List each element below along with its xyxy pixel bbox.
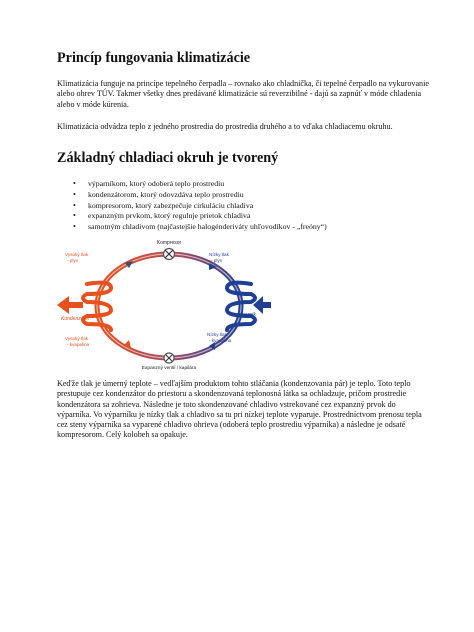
component-list: [73, 179, 423, 233]
section-heading: Základný chladiaci okruh je tvorený: [57, 150, 279, 166]
expansion-valve-icon: [164, 353, 174, 363]
list-item: • kondenzátorom, ktorý odovzdáva teplo prostrediu: [73, 190, 423, 201]
heat-out-arrow: [57, 296, 83, 314]
list-item: • kompresorom, ktorý zabezpečuje cirkuláciu chladiva: [73, 201, 423, 212]
condenser-label: Kondenzátor: [61, 316, 90, 322]
high-pressure-gas-label: Vysoký tlak - plyn: [65, 252, 89, 263]
compressor-icon: [164, 249, 175, 260]
cycle-description-paragraph: Keďže tlak je úmerný teplote – vedľajším produktom tohto stláčania (kondenzovania pár) je teplo. Toto teplo prestupuje cez kondenzátor do priestoru a skondenzovaná teplonosná látka sa ochladzuje, pričom prostredie kondenzátora sa zohrieva. Následne je toto skondenzované chladivo vstrekované cez expanzný prvok do výparníka. Vo výparníku je nízky tlak a chladivo sa tu pri nízkej teplote vyparuje. Prostredníctvom prenosu tepla cez steny výparníka sa vyparené chladivo ohrieva (odoberá teplo prostrediu výparníka) a následne je odsaté kompresorom. Celý kolobeh sa opakuje.: [57, 379, 422, 440]
low-pressure-liquid-label: Nízky tlak - kvapalina: [207, 332, 232, 343]
list-item: • samotným chladivom (najčastejšie halogénderiváty uhľovodíkov - „freóny“): [73, 222, 423, 233]
low-pressure-gas-label: Nízky tlak - plyn: [209, 252, 229, 263]
high-pressure-liquid-label: Vysoký tlak - kvapalina: [65, 336, 90, 347]
circuit-paragraph: Klimatizácia odvádza teplo z jedného prostredia do prostredia druhého a to vďaka chladiacemu okruhu.: [57, 122, 393, 131]
evaporator-label: výparník: [237, 312, 256, 318]
intro-paragraph: Klimatizácia funguje na princípe tepelného čerpadla – rovnako ako chladnička, či tepelné čerpadlo na vykurovanie alebo ohrev TÚV. Takmer všetky dnes predávané klimatizácie sú reverzibilné - dajú sa zapnúť v móde chladenia alebo v móde kúrenia.: [57, 79, 429, 109]
compressor-label: Kompresor: [156, 240, 182, 246]
expansion-valve-label: Expanzný ventil / kapilára: [141, 366, 197, 370]
list-item: • expanzným prvkom, ktorý reguluje prietok chladiva: [73, 211, 423, 222]
page-title: Princíp fungovania klimatizácie: [57, 50, 251, 66]
list-item: • výparníkom, ktorý odoberá teplo prostrediu: [73, 179, 423, 190]
refrigeration-cycle-diagram: [57, 232, 277, 370]
